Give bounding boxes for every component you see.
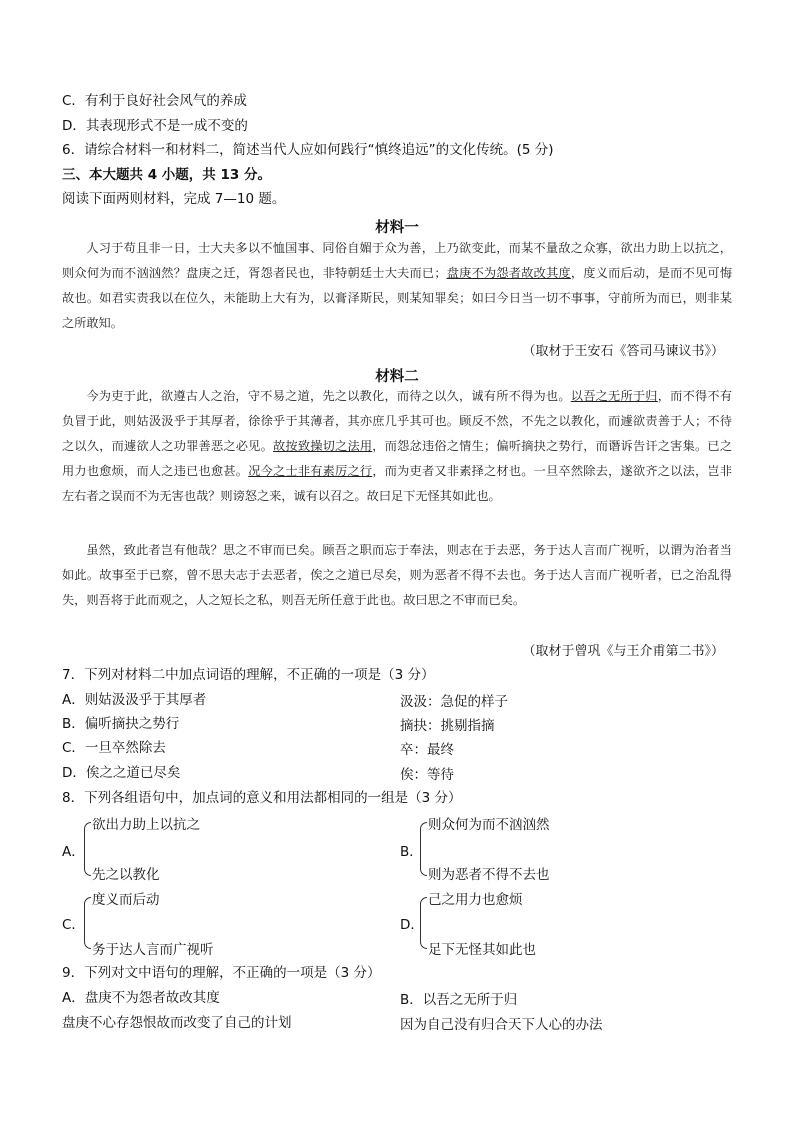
q9-option-a-sentence: A．盘庚不为怨者故改其度 (62, 990, 220, 1006)
q7-option-d: D．俟之之道已尽矣 (62, 765, 181, 781)
material1-title: 材料一 (375, 220, 419, 236)
material1-source: （取材于王安石《答司马谏议书》） (522, 344, 724, 359)
q8-option-d-top: 己之用力也愈烦 (428, 892, 523, 908)
q9-option-a-explanation: 盘庚不心存怨恨故而改变了自己的计划 (62, 1015, 292, 1031)
q8-option-a-brace (84, 822, 91, 876)
q9-option-b-sentence: B．以吾之无所于归 (400, 992, 518, 1008)
section-instruction: 阅读下面两则材料，完成 7—10 题。 (62, 191, 286, 207)
underlined-sentence: 以吾之无所于归 (570, 389, 658, 403)
q7-option-a: A．则姑汲汲乎于其厚者 (62, 692, 207, 708)
option-d-q5: D．其表现形式不是一成不变的 (62, 118, 248, 134)
q7-option-b-gloss: 摘抉：挑剔指摘 (400, 718, 495, 734)
q8-option-a-label: A． (62, 844, 85, 860)
material2-source: （取材于曾巩《与王介甫第二书》） (522, 644, 724, 659)
q8-option-c-brace (84, 897, 91, 949)
q8-option-a-bottom: 先之以教化 (92, 867, 160, 883)
underlined-sentence: 盘庚不为怨者故改其度 (446, 266, 571, 280)
q7-option-c-gloss: 卒：最终 (400, 742, 454, 758)
question-6: 6．请综合材料一和材料二，简述当代人应如何践行“慎终追远”的文化传统。(5 分) (62, 142, 554, 158)
underlined-sentence: 况今之士非有素厉之行 (248, 464, 373, 478)
material2-title: 材料二 (375, 369, 419, 385)
underlined-sentence: 故按致操切之法用 (273, 439, 373, 453)
q7-option-c: C．一旦卒然除去 (62, 740, 166, 756)
material1-text: 人习于苟且非一日，士大夫多以不恤国事、同俗自媚于众为善，上乃欲变此，而某不量敌之众寡，欲出力助上以抗之，则众何为而不汹汹然？盘庚之迁，胥怨者民也，非特朝廷士大夫而已；盘庚不为怨者故改其度，度义而后动，是而不见可悔故也。如君实责我以在位久，未能助上大有为，以膏泽斯民，则某知罪矣；如曰今日当一切不事事，守前所为而已，则非某之所敢知。 (62, 241, 733, 330)
q7-option-d-gloss: 俟：等待 (400, 767, 454, 783)
material2-paragraph1: 今为吏于此，欲遵古人之治，守不易之道，先之以教化，而待之以久，诚有所不得为也。以吾之无所于归，而不得不有负冒于此，则姑汲汲乎于其厚者，徐徐乎于其薄者，其亦庶几乎其可也。顾反不然，不先之以教化，而遽欲责善于人；不待之以久，而遽欲人之功罪善恶之必见。故按致操切之法用，而怨忿违俗之情生；偏听摘抉之势行，而谮诉告讦之害集。已之用力也愈烦，而人之违已也愈甚。况今之士非有素厉之行，而为吏者又非素择之材也。一旦卒然除去，遂欲齐之以法，岂非左右者之误而不为无害也哉？则谤怒之来，诚有以召之。故曰足下无怪其如此也。 (62, 389, 733, 503)
q8-option-b-brace (420, 822, 427, 876)
question-7-stem: 7．下列对材料二中加点词语的理解，不正确的一项是（3 分） (62, 667, 435, 683)
q8-option-d-brace (420, 897, 427, 949)
q7-option-b: B．偏听摘抉之势行 (62, 716, 180, 732)
q8-option-d-bottom: 足下无怪其如此也 (428, 942, 536, 958)
q8-option-b-label: B． (400, 844, 423, 860)
q8-option-c-label: C． (62, 917, 85, 933)
q8-option-b-top: 则众何为而不汹汹然 (428, 817, 550, 833)
q7-option-a-gloss: 汲汲：急促的样子 (400, 694, 508, 710)
q8-option-a-top: 欲出力助上以抗之 (92, 817, 200, 833)
q8-option-b-bottom: 则为恶者不得不去也 (428, 867, 550, 883)
question-9-stem: 9．下列对文中语句的理解，不正确的一项是（3 分） (62, 965, 381, 981)
q8-option-d-label: D． (400, 917, 424, 933)
q9-option-b-explanation: 因为自己没有归合天下人心的办法 (400, 1017, 603, 1033)
q8-option-c-top: 度义而后动 (92, 892, 160, 908)
material2-paragraph2: 虽然，致此者岂有他哉？思之不审而已矣。顾吾之职而忘于奉法，则志在于去恶，务于达人言而广视听，以谓为治者当如此。故事至于已察，曾不思夫志于去恶者，俟之之道已尽矣，则为恶者不得不去也。务于达人言而广视听者，已之治乱得失，则吾将于此而观之，人之短长之私，则吾无所任意于此也。故曰思之不审而已矣。 (62, 543, 732, 607)
section-heading: 三、本大题共 4 小题，共 13 分。 (62, 167, 271, 183)
option-c-q5: C．有利于良好社会风气的养成 (62, 93, 247, 109)
question-8-stem: 8．下列各组语句中，加点词的意义和用法都相同的一组是（3 分） (62, 790, 462, 806)
q8-option-c-bottom: 务于达人言而广视听 (92, 942, 214, 958)
